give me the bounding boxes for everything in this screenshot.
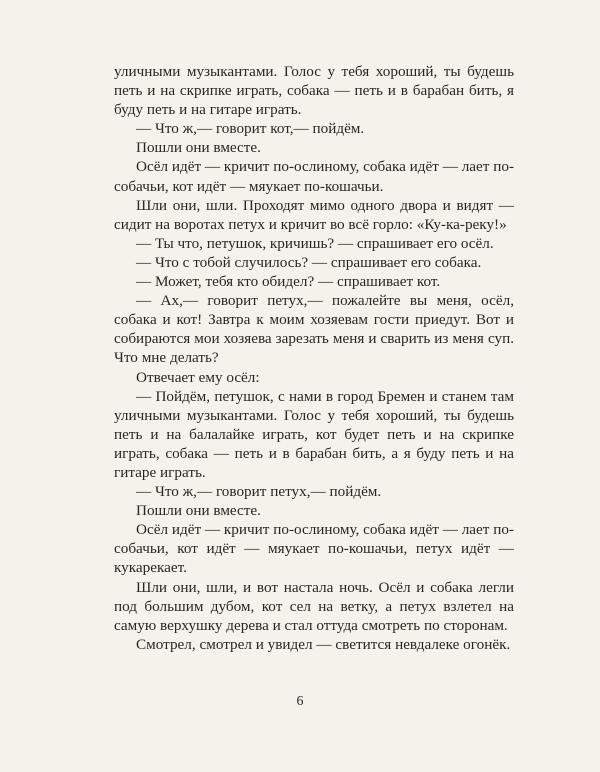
paragraph-12: — Что ж,— говорит петух,— пойдём. bbox=[136, 483, 382, 501]
paragraph-9: — Ах,— говорит петух,— пожалейте вы меня, осёл, собака и кот! Завтра к моим хозяевам гости приедут. Вот и собираются мои хозяева зарезать меня и сварить из меня суп. Что мне делать? bbox=[114, 292, 514, 367]
paragraph-8: — Может, тебя кто обидел? — спрашивает кот. bbox=[136, 273, 441, 291]
paragraph-7: — Что с тобой случилось? — спрашивает его собака. bbox=[136, 253, 482, 271]
paragraph-3: Пошли они вместе. bbox=[136, 139, 261, 157]
page-number: 6 bbox=[296, 694, 304, 709]
paragraph-1: уличными музыкантами. Голос у тебя хороший, ты будешь петь и на скрипке играть, собака — петь и в барабан бить, я буду петь и на гитаре играть. bbox=[114, 63, 514, 119]
paragraph-16: Смотрел, смотрел и увидел — светится невдалеке огонёк. bbox=[136, 635, 511, 653]
paragraph-11: — Пойдём, петушок, с нами в город Бремен и станем там уличными музыкантами. Голос у тебя хороший, ты будешь петь и на балалайке играть, кот будет петь и на скрипке играть, собака — петь и в барабан бить, а я буду петь и на гитаре играть. bbox=[114, 387, 514, 481]
story-text bbox=[114, 62, 514, 654]
paragraph-10: Отвечает ему осёл: bbox=[136, 368, 260, 386]
paragraph-13: Пошли они вместе. bbox=[136, 502, 261, 520]
paragraph-2: — Что ж,— говорит кот,— пойдём. bbox=[136, 120, 365, 138]
paragraph-5: Шли они, шли. Проходят мимо одного двора и видят — сидит на воротах петух и кричит во всё горло: «Ку-ка-реку!» bbox=[114, 196, 514, 233]
paragraph-15: Шли они, шли, и вот настала ночь. Осёл и собака легли под большим дубом, кот сел на ветку, а петух взлетел на самую верхушку дерева и стал оттуда смотреть по сторонам. bbox=[114, 578, 514, 634]
paragraph-4: Осёл идёт — кричит по-ослиному, собака идёт — лает по-собачьи, кот идёт — мяукает по-кошачьи. bbox=[114, 158, 514, 195]
paragraph-14: Осёл идёт — кричит по-ослиному, собака идёт — лает по-собачьи, кот идёт — мяукает по-кошачьи, петух идёт — кукарекает. bbox=[114, 521, 514, 577]
paragraph-6: — Ты что, петушок, кричишь? — спрашивает его осёл. bbox=[136, 234, 494, 252]
